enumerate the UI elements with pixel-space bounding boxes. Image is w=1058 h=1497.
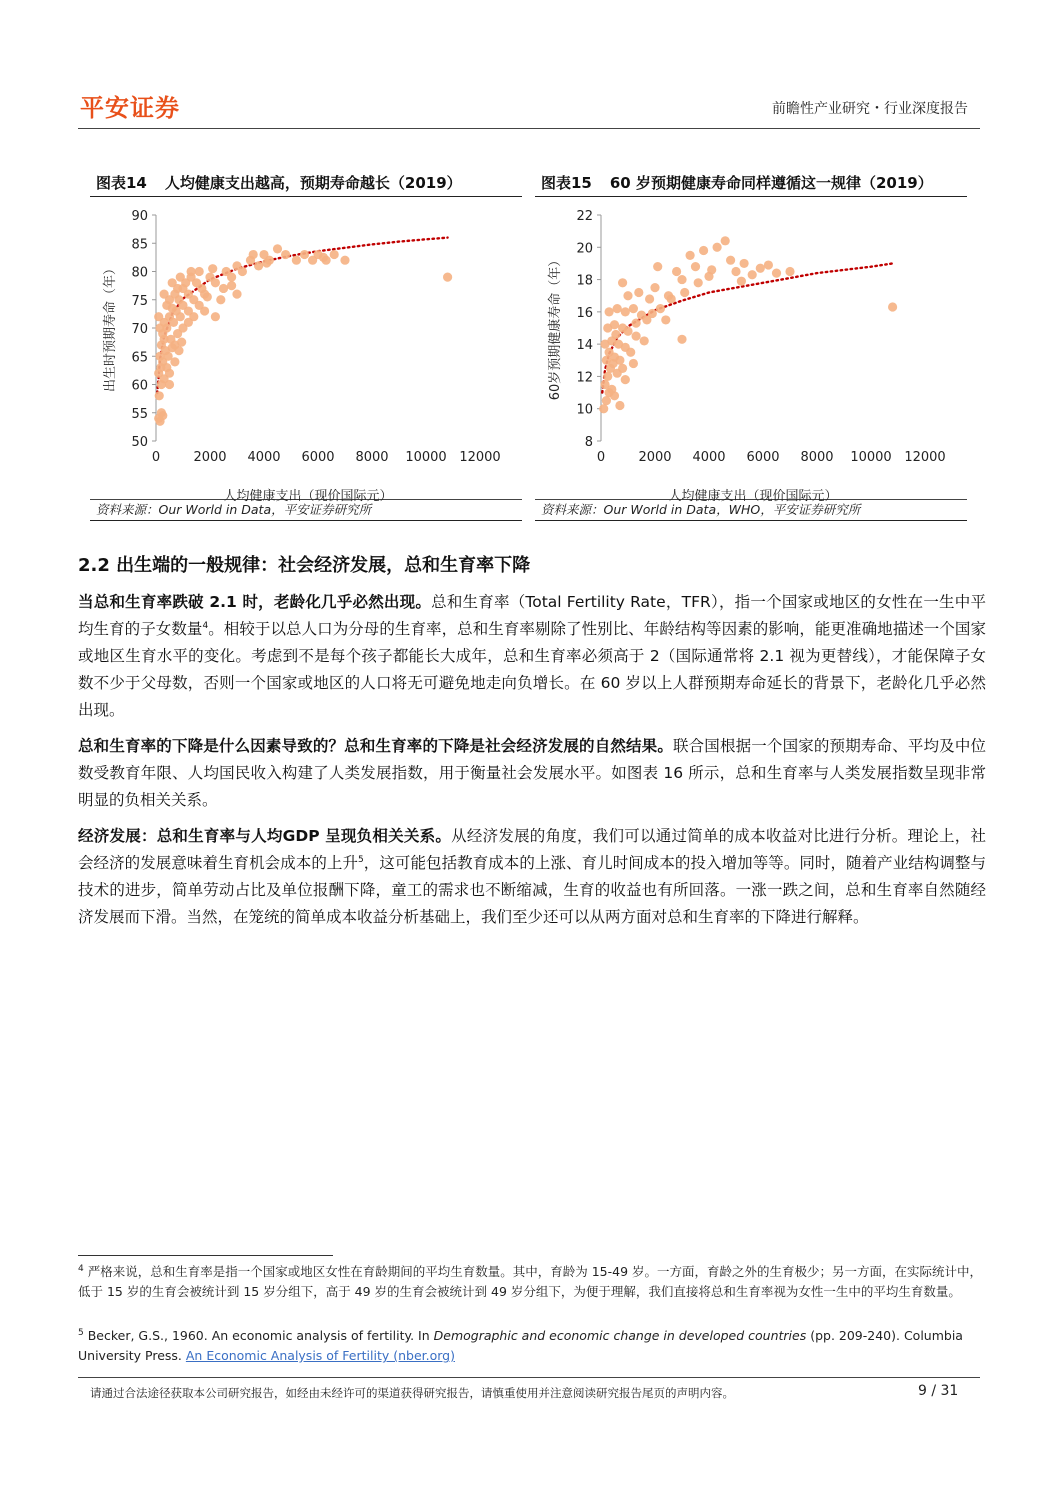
footnote-5-book-title: Demographic and economic change in developed countries — [433, 1328, 807, 1343]
footer-divider — [78, 1377, 980, 1378]
footnote-5-text-b: (pp. 209-240). Columbia University Press. — [78, 1328, 963, 1363]
trendline — [602, 263, 892, 392]
scatter-point — [603, 372, 612, 381]
footnote-5-number: 5 — [78, 1327, 84, 1338]
x-tick-label: 4000 — [692, 450, 726, 465]
scatter-point — [211, 312, 220, 321]
scatter-point — [772, 269, 781, 278]
y-tick-label: 14 — [576, 338, 593, 354]
scatter-point — [238, 267, 247, 276]
figure-14-source: 资料来源：Our World in Data，平安证券研究所 — [90, 499, 522, 521]
scatter-point — [232, 290, 241, 299]
scatter-point — [648, 309, 657, 318]
scatter-point — [203, 292, 212, 301]
scatter-point — [748, 270, 757, 279]
y-tick-label: 50 — [131, 435, 148, 450]
scatter-point — [764, 260, 773, 269]
y-tick-label: 8 — [584, 435, 593, 450]
paragraph-1 — [78, 589, 986, 724]
scatter-points — [154, 244, 452, 426]
scatter-point — [227, 273, 236, 282]
scatter-point — [195, 301, 204, 310]
scatter-point — [672, 267, 681, 276]
y-axis-title-group — [547, 254, 563, 401]
scatter-point — [300, 250, 309, 259]
scatter-point — [155, 391, 164, 400]
scatter-point — [158, 411, 167, 420]
scatter-point — [680, 288, 689, 297]
scatter-point — [330, 250, 339, 259]
y-tick-label: 55 — [131, 406, 148, 422]
footnote-ref-4[interactable]: 4 — [202, 620, 209, 631]
x-tick-label: 2000 — [638, 450, 672, 465]
scatter-point — [713, 243, 722, 252]
scatter-point — [165, 369, 174, 378]
page-number: 9 / 31 — [918, 1383, 959, 1399]
scatter-point — [677, 275, 686, 284]
y-axis-title: 60岁预期健康寿命（年） — [548, 253, 563, 401]
scatter-point — [623, 291, 632, 300]
scatter-point — [254, 261, 263, 270]
y-tick-label: 10 — [576, 402, 593, 418]
footnote-5-text-a: Becker, G.S., 1960. An economic analysis of fertility. In — [87, 1328, 434, 1343]
figure-15-title-bar — [535, 170, 967, 197]
paragraph-1-lead: 当总和生育率跌破 2.1 时，老龄化几乎必然出现。 — [78, 593, 432, 611]
x-tick-label: 8000 — [355, 450, 389, 465]
figure-14-title: 人均健康支出越高，预期寿命越长（2019） — [164, 174, 462, 192]
y-tick-label: 75 — [131, 293, 148, 309]
scatter-point — [629, 304, 638, 313]
scatter-point — [211, 278, 220, 287]
scatter-point — [184, 318, 193, 327]
scatter-point — [262, 258, 271, 267]
x-tick-label: 10000 — [850, 450, 892, 465]
paragraph-1-text-b: 。相较于以总人口为分母的生育率，总和生育率剔除了性别比、年龄结构等因素的影响，能更准确地描述一个国家或地区生育水平的变化。考虑到不是每个孩子都能长大成年，总和生育率必须高于 2（国际通常将 2.1 视为更替线），才能保障子女数不少于父母数，否则一个国家或地区的人口将无可避免地走向负增长。在 60 岁以上人群预期寿命延长的背景下，老龄化几乎必然出现。 — [78, 620, 986, 719]
scatter-point — [610, 320, 619, 329]
scatter-point — [160, 290, 169, 299]
trendline-group — [157, 238, 447, 393]
scatter-point — [634, 288, 643, 297]
x-tick-label: 8000 — [800, 450, 834, 465]
trendline — [157, 238, 447, 393]
paragraph-2-lead: 总和生育率的下降是什么因素导致的？总和生育率的下降是社会经济发展的自然结果。 — [78, 737, 673, 755]
figure-14-chart — [90, 197, 522, 504]
scatter-point — [621, 307, 630, 316]
x-axis-title: 人均健康支出（现价国际元） — [668, 489, 838, 504]
scatter-point — [653, 262, 662, 271]
header-divider — [78, 128, 980, 129]
scatter-point — [292, 256, 301, 265]
report-type: 前瞻性产业研究・行业深度报告 — [772, 101, 968, 117]
x-tick-label: 12000 — [904, 450, 946, 465]
scatter-point — [599, 404, 608, 413]
paragraph-3-text-b: ，这可能包括教育成本的上涨、育儿时间成本的投入增加等等。同时，随着产业结构调整与技术的进步，简单劳动占比及单位报酬下降，童工的需求也不断缩减，生育的收益也有所回落。一涨一跌之间，总和生育率自然随经济发展而下滑。当然，在笼统的简单成本收益分析基础上，我们至少还可以从两方面对总和生育率的下降进行解释。 — [78, 854, 986, 926]
scatter-point — [626, 348, 635, 357]
scatter-point — [273, 244, 282, 253]
y-tick-label: 70 — [131, 322, 148, 337]
y-axis-title-group — [102, 262, 118, 392]
figure-15 — [535, 170, 967, 521]
scatter-point — [629, 359, 638, 368]
scatter-points — [599, 236, 897, 413]
scatter-point — [632, 319, 641, 328]
scatter-point — [785, 267, 794, 276]
scatter-point — [661, 315, 670, 324]
paragraph-3 — [78, 823, 986, 931]
x-tick-label: 4000 — [247, 450, 281, 465]
scatter-point — [605, 307, 614, 316]
scatter-point — [602, 396, 611, 405]
scatter-point — [195, 267, 204, 276]
scatter-point — [756, 264, 765, 273]
scatter-point — [613, 304, 622, 313]
scatter-point — [623, 327, 632, 336]
x-tick-label: 0 — [596, 450, 606, 465]
y-tick-label: 65 — [131, 350, 148, 366]
trendline-group — [602, 263, 892, 392]
scatter-point — [618, 364, 627, 373]
y-tick-label: 85 — [131, 237, 148, 253]
x-tick-label: 2000 — [193, 450, 227, 465]
x-tick-label: 0 — [151, 450, 161, 465]
scatter-point — [737, 277, 746, 286]
scatter-point — [319, 253, 328, 262]
figure-15-chart — [535, 197, 967, 504]
scatter-point — [656, 304, 665, 313]
scatter-point — [615, 356, 624, 365]
paragraph-2 — [78, 733, 986, 814]
section-heading: 2.2 出生端的一般规律：社会经济发展，总和生育率下降 — [78, 555, 531, 576]
footnote-4-number: 4 — [78, 1263, 84, 1274]
y-tick-label: 90 — [131, 209, 148, 224]
scatter-point — [677, 335, 686, 344]
scatter-point — [615, 401, 624, 410]
y-tick-label: 22 — [576, 209, 593, 224]
scatter-point — [340, 256, 349, 265]
scatter-point — [249, 250, 258, 259]
scatter-point — [227, 281, 236, 290]
scatter-point — [691, 262, 700, 271]
scatter-point — [443, 273, 452, 282]
scatter-point — [721, 236, 730, 245]
scatter-point — [694, 278, 703, 287]
figure-14-number: 图表14 — [96, 174, 147, 192]
paragraph-3-text-a: 从经济发展的角度，我们可以通过简单的成本收益对比进行分析。理论上，社会经济的发展意味着生育机会成本的上升 — [78, 827, 986, 872]
scatter-point — [731, 267, 740, 276]
axes — [131, 209, 500, 465]
x-tick-label: 6000 — [746, 450, 780, 465]
x-axis-title: 人均健康支出（现价国际元） — [223, 489, 393, 504]
y-axis-title: 出生时预期寿命（年） — [103, 261, 118, 393]
scatter-point — [170, 357, 179, 366]
figure-15-source: 资料来源：Our World in Data，WHO，平安证券研究所 — [535, 499, 967, 521]
x-tick-label: 12000 — [459, 450, 501, 465]
paragraph-1-text-a: 总和生育率（Total Fertility Rate，TFR），指一个国家或地区的女性在一生中平均生育的子女数量 — [78, 593, 986, 638]
scatter-point — [219, 284, 228, 293]
scatter-point — [686, 251, 695, 260]
figure-14-title-bar — [90, 170, 522, 197]
scatter-point — [726, 256, 735, 265]
scatter-point — [610, 391, 619, 400]
scatter-point — [640, 336, 649, 345]
y-tick-label: 16 — [576, 305, 593, 321]
footnote-divider — [78, 1255, 333, 1256]
paragraph-3-lead: 经济发展：总和生育率与人均GDP 呈现负相关关系。 — [78, 827, 452, 845]
scatter-point — [611, 330, 620, 339]
figure-14 — [90, 170, 522, 521]
y-tick-label: 18 — [576, 273, 593, 289]
scatter-point — [177, 338, 186, 347]
y-tick-label: 60 — [131, 378, 148, 394]
company-logo: 平安证券 — [80, 94, 180, 122]
figure-15-number: 图表15 — [541, 174, 592, 192]
paragraph-2-text: 联合国根据一个国家的预期寿命、平均及中位数受教育年限、人均国民收入构建了人类发展指数，用于衡量社会发展水平。如图表 16 所示，总和生育率与人类发展指数呈现非常明显的负相关关系。 — [78, 737, 986, 809]
footer-disclaimer: 请通过合法途径获取本公司研究报告，如经由未经许可的渠道获得研究报告，请慎重使用并注意阅读研究报告尾页的声明内容。 — [90, 1386, 734, 1400]
scatter-point — [208, 264, 217, 273]
scatter-point — [216, 295, 225, 304]
scatter-point — [707, 265, 716, 274]
x-tick-label: 6000 — [301, 450, 335, 465]
scatter-point — [281, 250, 290, 259]
scatter-point — [187, 267, 196, 276]
footnote-5 — [78, 1326, 983, 1366]
footnote-ref-5[interactable]: 5 — [358, 854, 364, 865]
footnote-4-text: 严格来说，总和生育率是指一个国家或地区女性在育龄期间的平均生育数量。其中，育龄为 15-49 岁。一方面，育龄之外的生育极少；另一方面，在实际统计中，低于 15 岁的生育会被统计到 15 岁分组下，高于 49 岁的生育会被统计到 49 岁分组下，为便于理解，我们直接将总和生育率视为女性一生中的平均生育数量。 — [78, 1264, 982, 1299]
footnote-4 — [78, 1262, 983, 1302]
figure-15-title: 60 岁预期健康寿命同样遵循这一规律（2019） — [609, 174, 933, 192]
scatter-point — [632, 331, 641, 340]
scatter-point — [176, 312, 185, 321]
y-tick-label: 80 — [131, 265, 148, 281]
scatter-point — [650, 283, 659, 292]
scatter-point — [621, 375, 630, 384]
scatter-point — [740, 259, 749, 268]
scatter-point — [165, 380, 174, 389]
y-tick-label: 20 — [576, 241, 593, 257]
x-tick-label: 10000 — [405, 450, 447, 465]
scatter-point — [888, 302, 897, 311]
scatter-point — [174, 346, 183, 355]
y-tick-label: 12 — [576, 370, 593, 386]
scatter-point — [618, 278, 627, 287]
scatter-point — [645, 294, 654, 303]
footnote-5-link[interactable]: An Economic Analysis of Fertility (nber.org) — [185, 1348, 455, 1363]
scatter-point — [667, 294, 676, 303]
scatter-point — [699, 246, 708, 255]
